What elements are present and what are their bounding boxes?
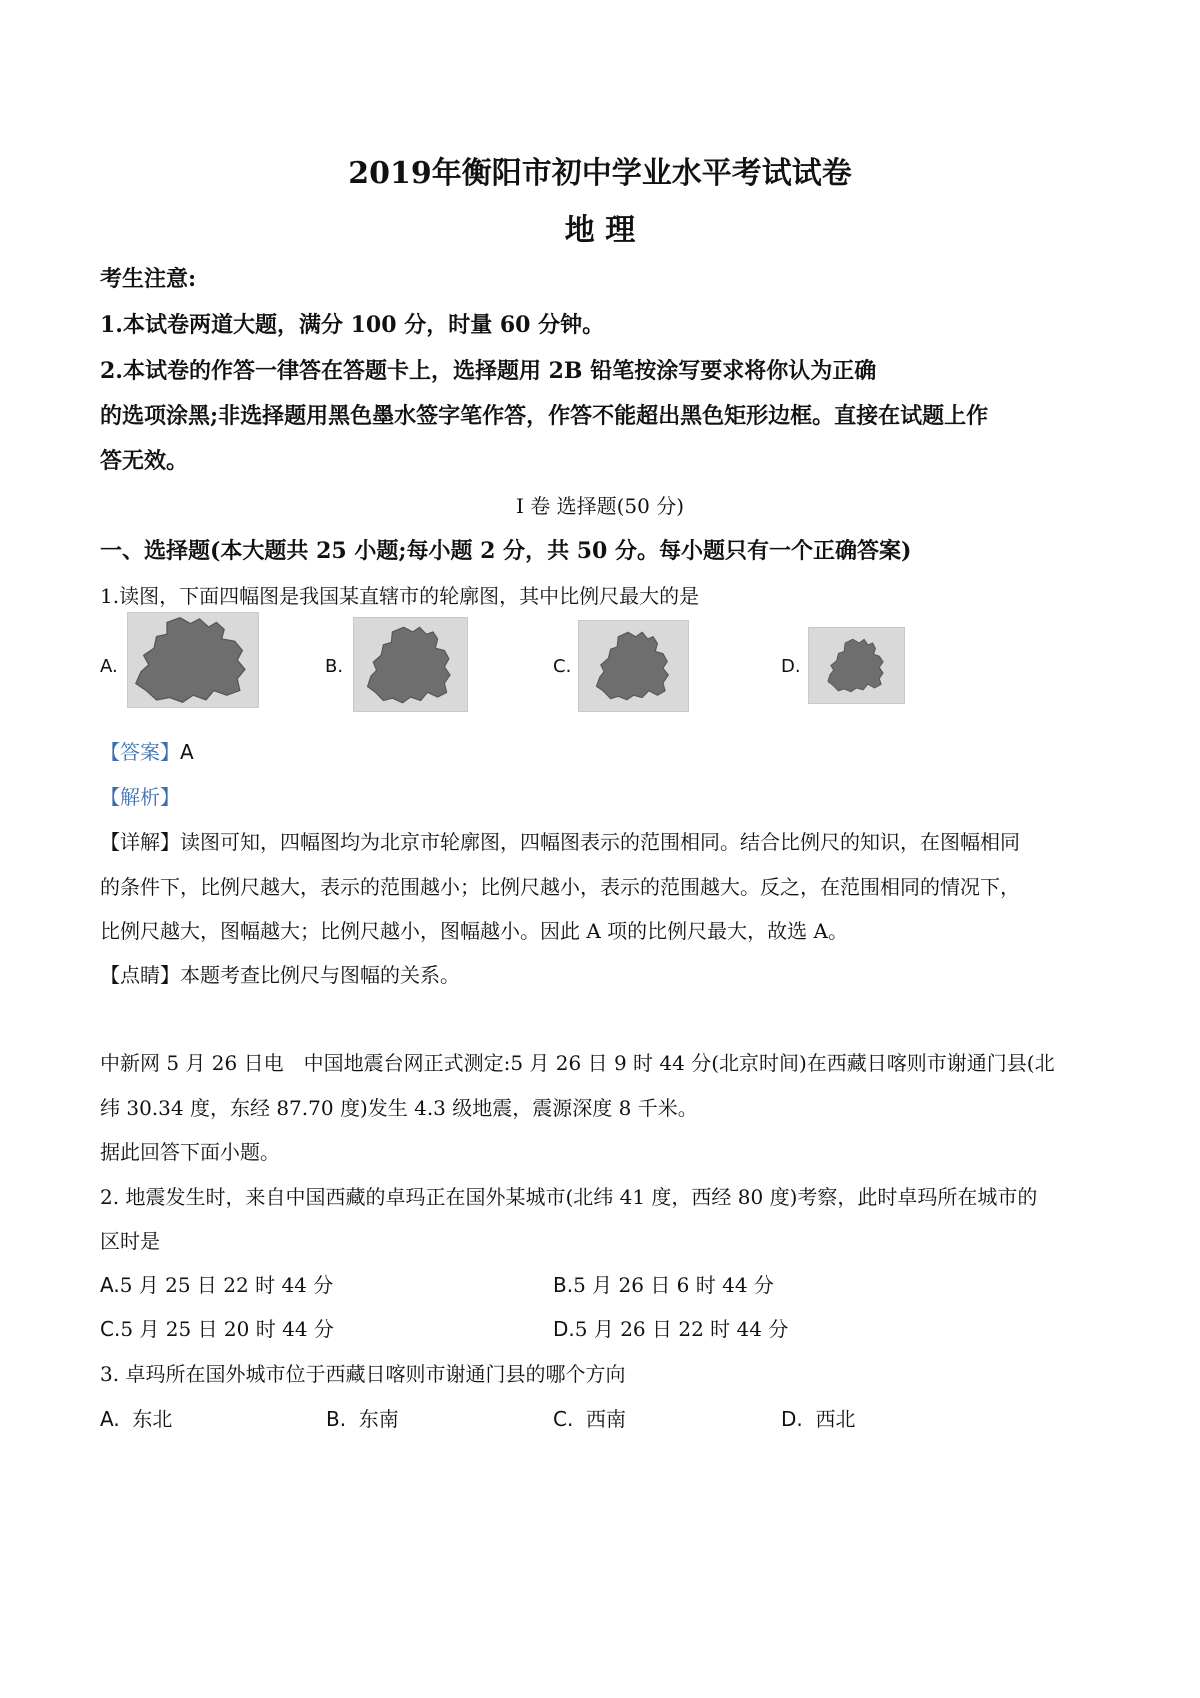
option-label: D. [781, 1407, 803, 1431]
option-label: C. [553, 1407, 574, 1431]
notice-item-1: 1.本试卷两道大题，满分 100 分，时量 60 分钟。 [100, 312, 605, 338]
news-line2: 纬 30.34 度，东经 87.70 度)发生 4.3 级地震，震源深度 8 千米。 [100, 1096, 698, 1120]
beijing-outline-map-c [578, 620, 689, 712]
option-text: 西南 [586, 1407, 627, 1431]
option-label: D. [553, 1317, 575, 1341]
option-label: B. [325, 656, 344, 677]
question-2-option-c[interactable] [100, 1313, 334, 1342]
question-3-option-a[interactable] [100, 1403, 172, 1432]
option-text: 5 月 26 日 6 时 44 分 [573, 1273, 774, 1297]
option-text: 东北 [132, 1407, 173, 1431]
question-3-option-d[interactable] [781, 1403, 855, 1432]
option-text: 东南 [358, 1407, 399, 1431]
option-label: B. [326, 1407, 347, 1431]
question-2-stem-line1: 2. 地震发生时，来自中国西藏的卓玛正在国外某城市(北纬 41 度，西经 80 度)考察，此时卓玛所在城市的 [100, 1185, 1038, 1209]
option-text: 5 月 25 日 20 时 44 分 [120, 1317, 334, 1341]
subject-title: 地 理 [564, 213, 636, 248]
option-label: A. [100, 1407, 120, 1431]
news-prompt: 据此回答下面小题。 [100, 1140, 280, 1164]
question-1-detail-line1: 【详解】读图可知，四幅图均为北京市轮廓图，四幅图表示的范围相同。结合比例尺的知识，在图幅相同 [100, 830, 1020, 854]
option-label: C. [553, 656, 572, 677]
answer-value: A [180, 740, 194, 764]
notice-item-2-line1: 2.本试卷的作答一律答在答题卡上，选择题用 2B 铅笔按涂写要求将你认为正确 [100, 358, 877, 384]
beijing-outline-map-b [353, 617, 468, 712]
option-text: 5 月 26 日 22 时 44 分 [574, 1317, 789, 1341]
question-1-detail-line2: 的条件下，比例尺越大，表示的范围越小；比例尺越小，表示的范围越大。反之，在范围相同的情况下， [100, 875, 1020, 899]
section-title: I 卷 选择题(50 分) [515, 494, 685, 518]
question-2-option-b[interactable] [553, 1269, 774, 1298]
news-line1: 中新网 5 月 26 日电 中国地震台网正式测定:5 月 26 日 9 时 44 分(北京时间)在西藏日喀则市谢通门县(北 [100, 1051, 1055, 1075]
question-1-answer [100, 736, 194, 765]
option-label: A. [100, 1273, 120, 1297]
question-3-stem: 3. 卓玛所在国外城市位于西藏日喀则市谢通门县的哪个方向 [100, 1362, 626, 1386]
question-3-option-c[interactable] [553, 1403, 626, 1432]
option-text: 西北 [815, 1407, 856, 1431]
option-label: C. [100, 1317, 121, 1341]
notice-item-2-line2: 的选项涂黑;非选择题用黑色墨水签字笔作答，作答不能超出黑色矩形边框。直接在试题上作 [100, 403, 989, 429]
option-label: D. [781, 656, 801, 677]
question-2-option-a[interactable] [100, 1269, 333, 1298]
exam-title: 2019年衡阳市初中学业水平考试试卷 [348, 156, 852, 191]
notice-heading: 考生注意: [100, 266, 197, 292]
answer-tag: 【答案】 [100, 740, 180, 764]
question-1-analysis-tag: 【解析】 [100, 785, 180, 809]
beijing-outline-map-d [808, 627, 905, 704]
option-text: 5 月 25 日 22 时 44 分 [119, 1273, 334, 1297]
option-label: B. [553, 1273, 574, 1297]
question-1-stem: 1.读图，下面四幅图是我国某直辖市的轮廓图，其中比例尺最大的是 [100, 584, 700, 608]
question-2-option-d[interactable] [553, 1313, 788, 1342]
notice-item-2-line3: 答无效。 [100, 448, 189, 474]
beijing-outline-map-a [127, 612, 259, 708]
question-3-option-b[interactable] [326, 1403, 399, 1432]
question-1-detail-line3: 比例尺越大，图幅越大；比例尺越小，图幅越小。因此 A 项的比例尺最大，故选 A。 [100, 919, 848, 943]
question-2-stem-line2: 区时是 [100, 1229, 160, 1253]
part-heading: 一、选择题(本大题共 25 小题;每小题 2 分，共 50 分。每小题只有一个正确答案) [100, 538, 912, 564]
option-label: A. [100, 656, 118, 677]
question-1-comment: 【点睛】本题考查比例尺与图幅的关系。 [100, 963, 460, 987]
